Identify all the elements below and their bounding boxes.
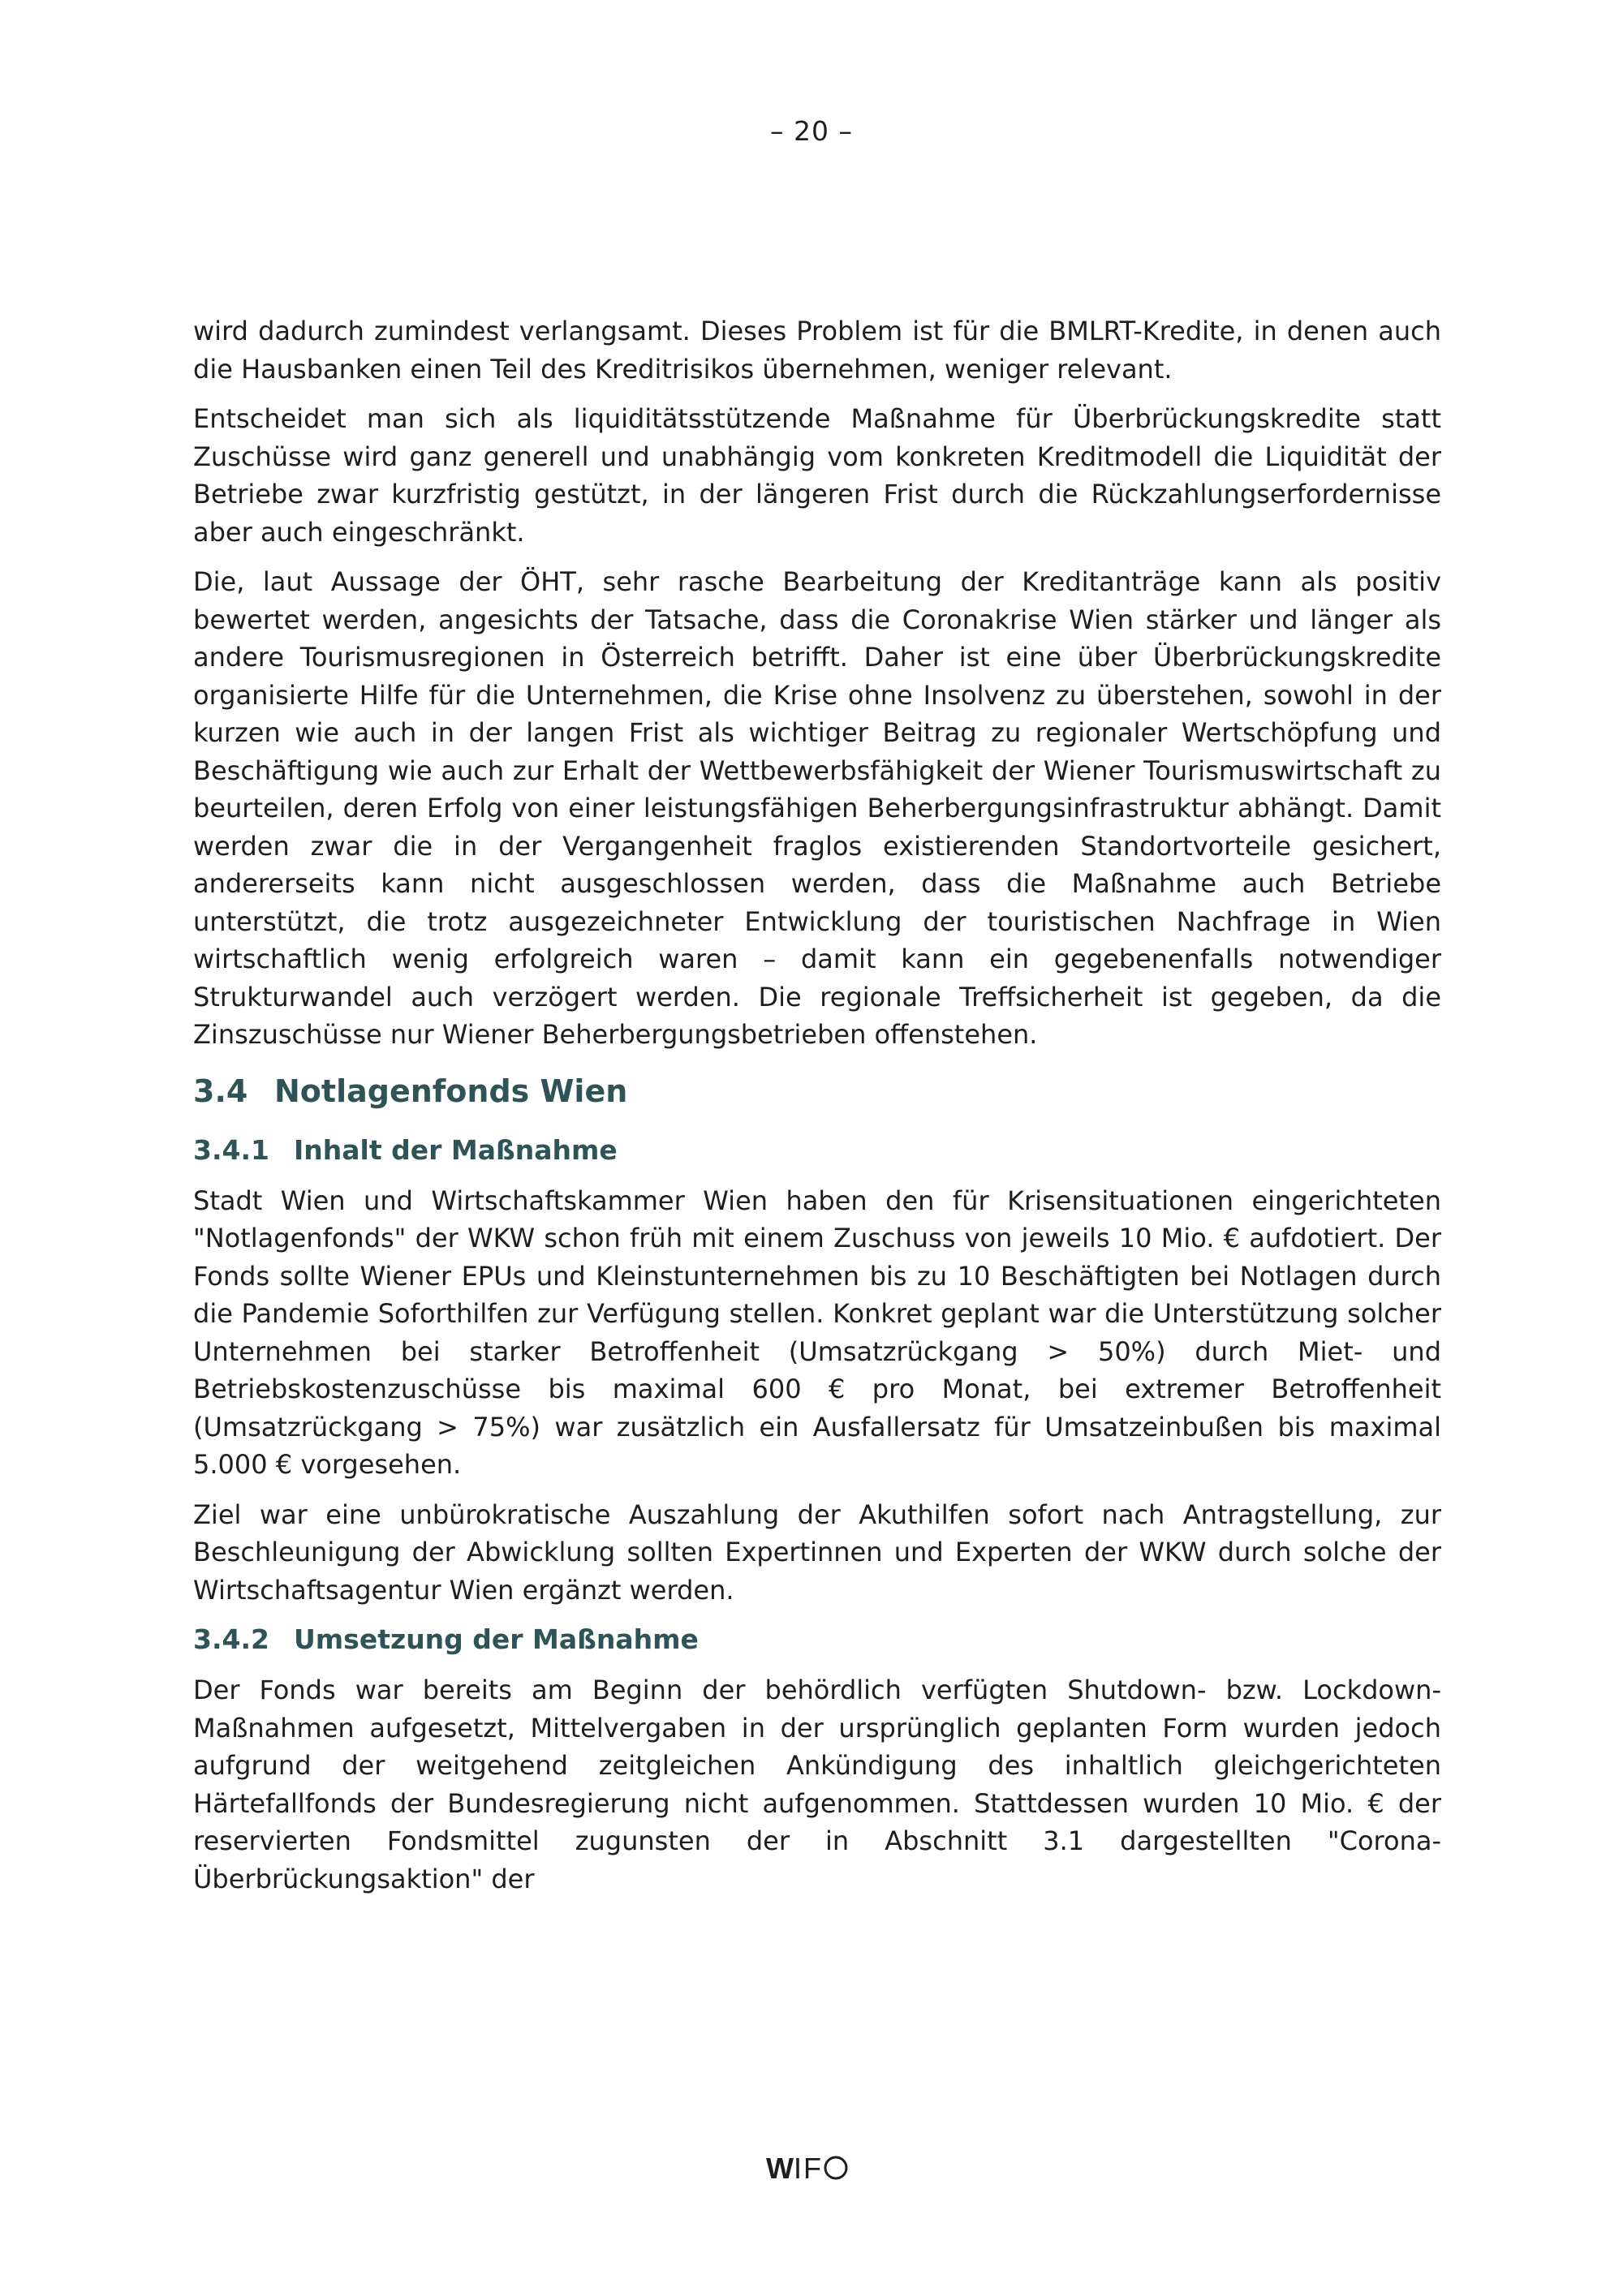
subsection-title: Inhalt der Maßnahme: [294, 1133, 618, 1166]
svg-text:W: W: [766, 2152, 794, 2184]
subsection-number: 3.4.2: [193, 1623, 269, 1655]
document-body: [193, 312, 1441, 1910]
paragraph: Der Fonds war bereits am Beginn der behördlich verfügten Shutdown- bzw. Lockdown-Maßnahmen aufgesetzt, Mittelvergaben in der ursprünglich geplanten Form wurden jedoch aufgrund der weitgehend zeitgleichen Ankündigung des inhaltlich gleichgerichteten Härtefallfonds der Bundesregierung nicht aufgenommen. Stattdessen wurden 10 Mio. € der reservierten Fondsmittel zugunsten der in Abschnitt 3.1 dargestellten "Corona-Überbrückungsaktion" der: [193, 1675, 1441, 1894]
subsection-heading: [193, 1132, 1441, 1169]
page-number: – 20 –: [770, 115, 853, 147]
paragraph: Stadt Wien und Wirtschaftskammer Wien haben den für Krisensituationen eingerichteten "Notlagenfonds" der WKW schon früh mit einem Zuschuss von jeweils 10 Mio. € aufdotiert. Der Fonds sollte Wiener EPUs und Kleinstunternehmen bis zu 10 Beschäftigten bei Notlagen durch die Pandemie Soforthilfen zur Verfügung stellen. Konkret geplant war die Unterstützung solcher Unternehmen bei starker Betroffenheit (Umsatzrückgang > 50%) durch Miet- und Betriebskostenzuschüsse bis maximal 600 € pro Monat, bei extremer Betroffenheit (Umsatzrückgang > 75%) war zusätzlich ein Ausfallersatz für Umsatzeinbußen bis maximal 5.000 € vorgesehen.: [193, 1185, 1441, 1480]
subsection-heading: [193, 1621, 1441, 1658]
wifo-logo-icon: [766, 2152, 857, 2184]
wifo-logo: [0, 2152, 1623, 2184]
paragraph: wird dadurch zumindest verlangsamt. Dieses Problem ist für die BMLRT-Kredite, in denen auch die Hausbanken einen Teil des Kreditrisikos übernehmen, weniger relevant.: [193, 316, 1441, 385]
svg-text:I: I: [794, 2152, 803, 2184]
section-heading: [193, 1072, 1441, 1111]
paragraph: Die, laut Aussage der ÖHT, sehr rasche Bearbeitung der Kreditanträge kann als positiv bewertet werden, angesichts der Tatsache, dass die Coronakrise Wien stärker und länger als andere Tourismusregionen in Österreich betrifft. Daher ist eine über Überbrückungskredite organisierte Hilfe für die Unternehmen, die Krise ohne Insolvenz zu überstehen, sowohl in der kurzen wie auch in der langen Frist als wichtiger Beitrag zu regionaler Wertschöpfung und Beschäftigung wie auch zur Erhalt der Wettbewerbsfähigkeit der Wiener Tourismuswirtschaft zu beurteilen, deren Erfolg von einer leistungsfähigen Beherbergungsinfrastruktur abhängt. Damit werden zwar die in der Vergangenheit fraglos existierenden Standortvorteile gesichert, andererseits kann nicht ausgeschlossen werden, dass die Maßnahme auch Betriebe unterstützt, die trotz ausgezeichneter Entwicklung der touristischen Nachfrage in Wien wirtschaftlich wenig erfolgreich waren – damit kann ein gegebenenfalls notwendiger Strukturwandel auch verzögert werden. Die regionale Treffsicherheit ist gegeben, da die Zinszuschüsse nur Wiener Beherbergungsbetrieben offenstehen.: [193, 566, 1441, 1050]
paragraph: Entscheidet man sich als liquiditätsstützende Maßnahme für Überbrückungskredite statt Zuschüsse wird ganz generell und unabhängig vom konkreten Kreditmodell die Liquidität der Betriebe zwar kurzfristig gestützt, in der längeren Frist durch die Rückzahlungserfordernisse aber auch eingeschränkt.: [193, 403, 1441, 548]
section-title: Notlagenfonds Wien: [274, 1073, 628, 1109]
subsection-title: Umsetzung der Maßnahme: [294, 1623, 699, 1655]
paragraph: Ziel war eine unbürokratische Auszahlung der Akuthilfen sofort nach Antragstellung, zur Beschleunigung der Abwicklung sollten Expertinnen und Experten der WKW durch solche der Wirtschaftsagentur Wien ergänzt werden.: [193, 1498, 1441, 1606]
svg-text:F: F: [803, 2152, 821, 2184]
subsection-number: 3.4.1: [193, 1133, 269, 1166]
section-number: 3.4: [193, 1073, 248, 1109]
